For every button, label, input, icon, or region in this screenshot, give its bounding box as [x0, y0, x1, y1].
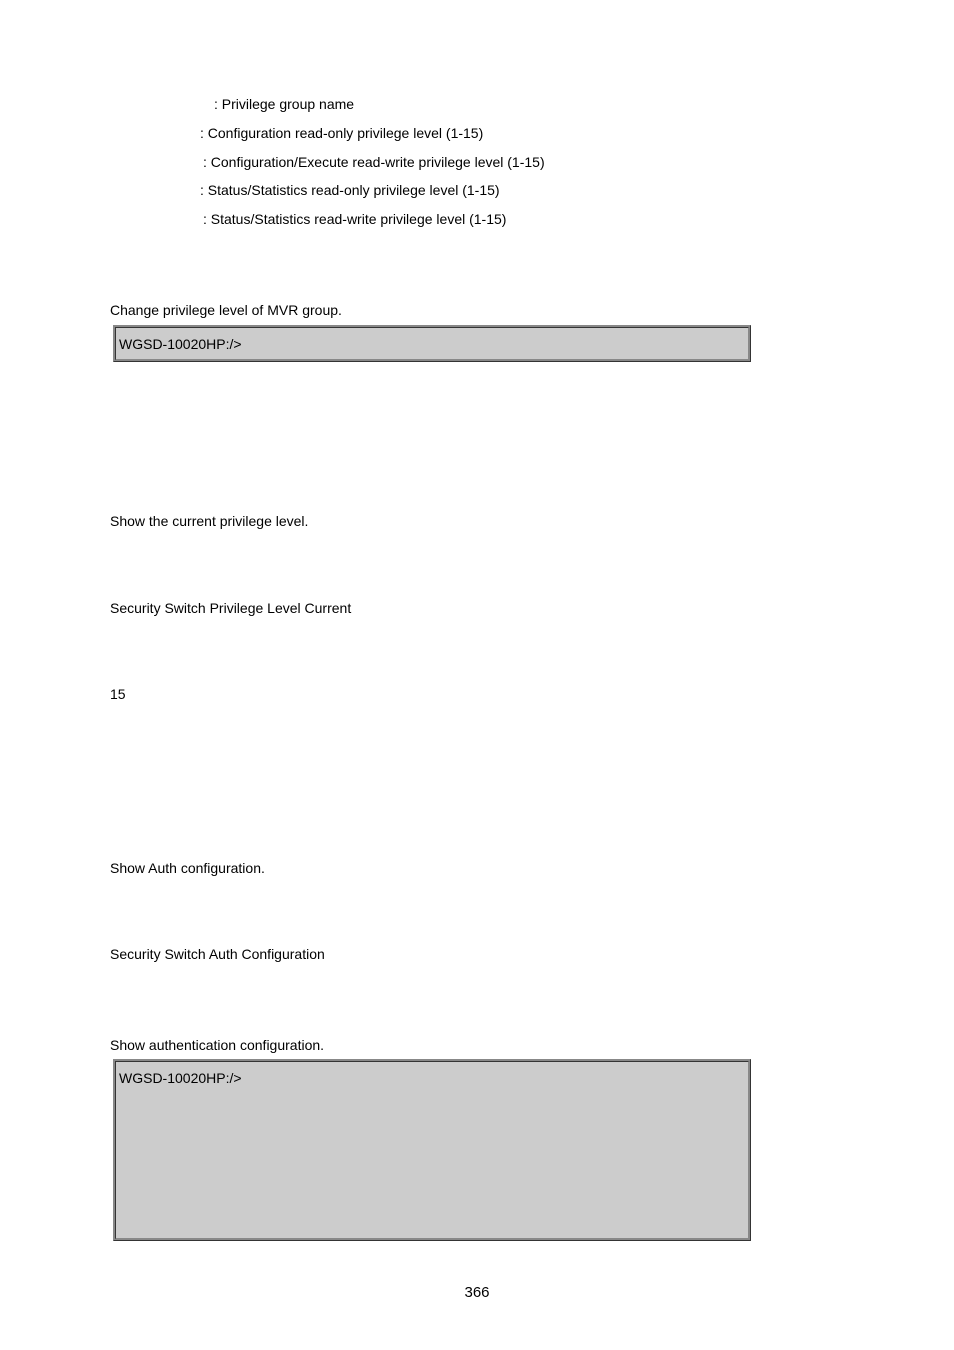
- param-group-name: : Privilege group name: [214, 96, 355, 112]
- example2-code-box: [113, 1059, 751, 1241]
- param-config-execute-read-write: : Configuration/Execute read-write privilege level (1-15): [203, 154, 545, 170]
- example2-prompt: WGSD-10020HP:/>: [119, 1070, 242, 1086]
- example2-description: Show authentication configuration.: [110, 1037, 325, 1053]
- param-config-read-only: : Configuration read-only privilege level (1-15): [200, 125, 484, 141]
- param-status-read-only: : Status/Statistics read-only privilege level (1-15): [200, 182, 500, 198]
- auth-syntax: Security Switch Auth Configuration: [110, 946, 325, 962]
- page-number: 366: [464, 1284, 490, 1301]
- current-syntax: Security Switch Privilege Level Current: [110, 600, 352, 616]
- example1-code-box: [113, 325, 751, 362]
- param-status-read-write: : Status/Statistics read-write privilege level (1-15): [203, 211, 507, 227]
- current-description: Show the current privilege level.: [110, 513, 309, 529]
- current-value: 15: [110, 686, 126, 702]
- example1-prompt: WGSD-10020HP:/>: [119, 336, 242, 352]
- auth-description: Show Auth configuration.: [110, 860, 265, 876]
- example1-description: Change privilege level of MVR group.: [110, 302, 342, 318]
